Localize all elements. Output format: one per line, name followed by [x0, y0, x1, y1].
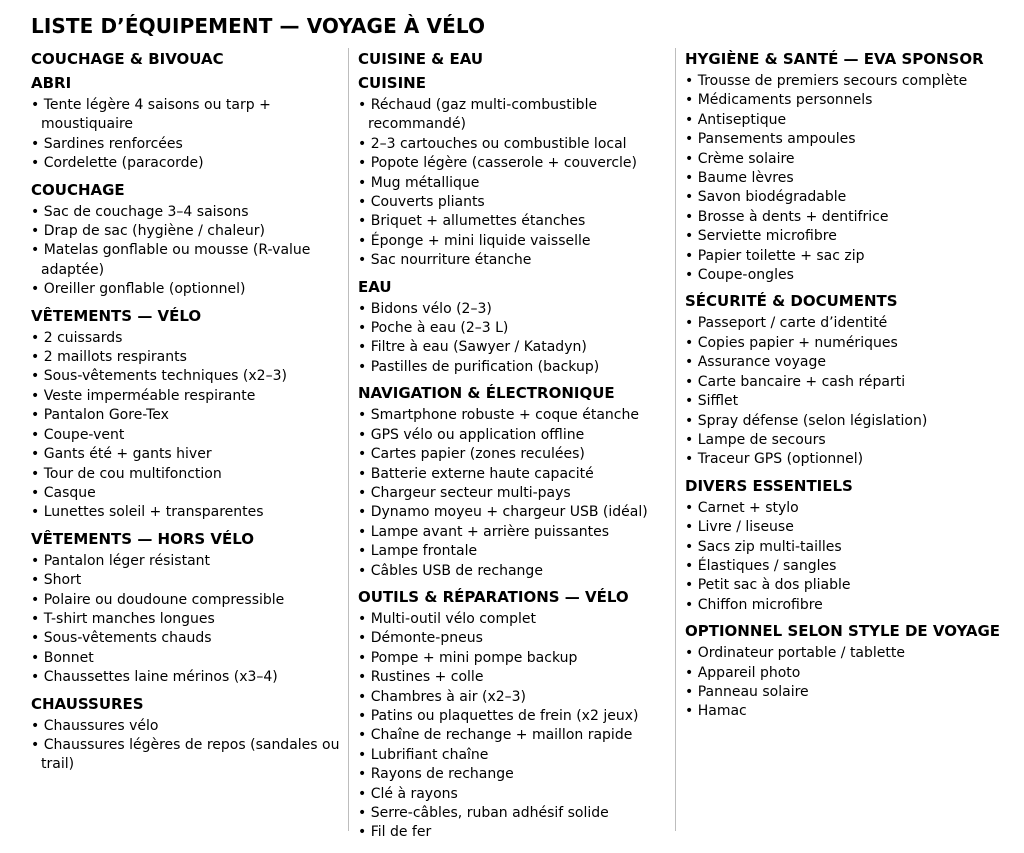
list-item: • Lunettes soleil + transparentes	[31, 503, 353, 522]
list-item: • Batterie externe haute capacité	[358, 465, 670, 484]
list-item: • Serviette microfibre	[685, 227, 1015, 246]
list-item: • Sous-vêtements chauds	[31, 629, 353, 648]
list-item: • Patins ou plaquettes de frein (x2 jeux)	[358, 707, 670, 726]
list-item: • Spray défense (selon législation)	[685, 412, 1015, 431]
list-item: • Passeport / carte d’identité	[685, 314, 1015, 333]
list-item: • Pantalon léger résistant	[31, 552, 353, 571]
list-item: • Carnet + stylo	[685, 499, 1015, 518]
list-item: • Pastilles de purification (backup)	[358, 358, 670, 377]
list-item: • Cartes papier (zones reculées)	[358, 445, 670, 464]
section-heading: VÊTEMENTS — VÉLO	[31, 306, 202, 325]
list-item: • Papier toilette + sac zip	[685, 247, 1015, 266]
list-item: • Crème solaire	[685, 150, 1015, 169]
section-heading: COUCHAGE	[31, 180, 125, 199]
column-kitchen	[358, 50, 670, 850]
list-item: • Baume lèvres	[685, 169, 1015, 188]
list-item: • Sacs zip multi-tailles	[685, 538, 1015, 557]
list-item: • Lampe avant + arrière puissantes	[358, 523, 670, 542]
checklist	[358, 406, 670, 581]
page-title: LISTE D’ÉQUIPEMENT — VOYAGE À VÉLO	[31, 14, 486, 38]
list-item: • 2 maillots respirants	[31, 348, 353, 367]
list-item: • Antiseptique	[685, 111, 1015, 130]
list-item: • Chargeur secteur multi-pays	[358, 484, 670, 503]
list-item: • 2–3 cartouches ou combustible local	[358, 135, 670, 154]
list-item: • Lubrifiant chaîne	[358, 746, 670, 765]
list-item: • Drap de sac (hygiène / chaleur)	[31, 222, 353, 241]
list-item: • Smartphone robuste + coque étanche	[358, 406, 670, 425]
list-item: • Serre-câbles, ruban adhésif solide	[358, 804, 670, 823]
list-item: • 2 cuissards	[31, 329, 353, 348]
list-item: • Bidons vélo (2–3)	[358, 300, 670, 319]
list-item: • Chaussettes laine mérinos (x3–4)	[31, 668, 353, 687]
list-item: • Rustines + colle	[358, 668, 670, 687]
list-item: • Traceur GPS (optionnel)	[685, 450, 1015, 469]
list-item: • Briquet + allumettes étanches	[358, 212, 670, 231]
list-item: • Veste imperméable respirante	[31, 387, 353, 406]
list-item: • Sifflet	[685, 392, 1015, 411]
section-heading: OUTILS & RÉPARATIONS — VÉLO	[358, 587, 629, 606]
section-heading: OPTIONNEL SELON STYLE DE VOYAGE	[685, 622, 1001, 641]
list-item: • Clé à rayons	[358, 785, 670, 804]
list-item: • Petit sac à dos pliable	[685, 576, 1015, 595]
list-item: • Ordinateur portable / tablette	[685, 644, 1015, 663]
checklist	[31, 552, 353, 688]
list-item: • Pansements ampoules	[685, 130, 1015, 149]
list-item: • Dynamo moyeu + chargeur USB (idéal)	[358, 503, 670, 522]
list-item: • Multi-outil vélo complet	[358, 610, 670, 629]
list-item: • Fil de fer	[358, 823, 670, 842]
list-item: • Coupe-vent	[31, 426, 353, 445]
column-heading: HYGIÈNE & SANTÉ — EVA SPONSOR	[685, 50, 984, 68]
list-item: • Polaire ou doudoune compressible	[31, 591, 353, 610]
list-item: • Mug métallique	[358, 174, 670, 193]
list-item: • Appareil photo	[685, 664, 1015, 683]
section-heading: NAVIGATION & ÉLECTRONIQUE	[358, 384, 615, 403]
list-item: • Filtre à eau (Sawyer / Katadyn)	[358, 338, 670, 357]
list-item: • Sac nourriture étanche	[358, 251, 670, 270]
checklist	[358, 610, 670, 843]
list-item: • Poche à eau (2–3 L)	[358, 319, 670, 338]
list-item: • Oreiller gonflable (optionnel)	[31, 280, 353, 299]
checklist	[358, 96, 670, 271]
list-item: • Chambres à air (x2–3)	[358, 688, 670, 707]
list-item: • Élastiques / sangles	[685, 557, 1015, 576]
list-item: • Pantalon Gore-Tex	[31, 406, 353, 425]
list-item: • Chaussures vélo	[31, 717, 353, 736]
list-item: • Carte bancaire + cash réparti	[685, 373, 1015, 392]
list-item: • Copies papier + numériques	[685, 334, 1015, 353]
list-item: • Tour de cou multifonction	[31, 465, 353, 484]
list-item: • Cordelette (paracorde)	[31, 154, 353, 173]
list-item: • Chaussures légères de repos (sandales ou trail)	[31, 736, 353, 775]
list-item: • Rayons de rechange	[358, 765, 670, 784]
list-item: • Sous-vêtements techniques (x2–3)	[31, 367, 353, 386]
checklist	[31, 96, 353, 174]
checklist	[685, 499, 1015, 615]
section-heading: SÉCURITÉ & DOCUMENTS	[685, 292, 898, 311]
section-heading: ABRI	[31, 74, 72, 92]
list-item: • Popote légère (casserole + couvercle)	[358, 154, 670, 173]
list-item: • Couverts pliants	[358, 193, 670, 212]
list-item: • Bonnet	[31, 649, 353, 668]
section-heading: CHAUSSURES	[31, 694, 144, 713]
checklist	[685, 314, 1015, 469]
list-item: • Gants été + gants hiver	[31, 445, 353, 464]
column-sleeping	[31, 50, 353, 782]
list-item: • Démonte-pneus	[358, 629, 670, 648]
list-item: • Assurance voyage	[685, 353, 1015, 372]
column-divider	[675, 48, 676, 831]
column-heading: COUCHAGE & BIVOUAC	[31, 50, 224, 68]
list-item: • Sac de couchage 3–4 saisons	[31, 203, 353, 222]
section-heading: EAU	[358, 277, 392, 296]
checklist	[31, 717, 353, 775]
list-item: • Panneau solaire	[685, 683, 1015, 702]
checklist	[685, 72, 1015, 285]
list-item: • Brosse à dents + dentifrice	[685, 208, 1015, 227]
list-item: • Trousse de premiers secours complète	[685, 72, 1015, 91]
checklist	[31, 203, 353, 300]
list-item: • Savon biodégradable	[685, 188, 1015, 207]
list-item: • Réchaud (gaz multi-combustible recommandé)	[358, 96, 670, 135]
column-heading: CUISINE & EAU	[358, 50, 484, 68]
list-item: • Short	[31, 571, 353, 590]
list-item: • Chaîne de rechange + maillon rapide	[358, 726, 670, 745]
list-item: • Chiffon microfibre	[685, 596, 1015, 615]
list-item: • Coupe-ongles	[685, 266, 1015, 285]
section-heading: CUISINE	[358, 74, 426, 92]
list-item: • T-shirt manches longues	[31, 610, 353, 629]
list-item: • Hamac	[685, 702, 1015, 721]
list-item: • Lampe de secours	[685, 431, 1015, 450]
checklist	[685, 644, 1015, 722]
section-heading: DIVERS ESSENTIELS	[685, 476, 853, 495]
column-hygiene	[685, 50, 1015, 729]
list-item: • Pompe + mini pompe backup	[358, 649, 670, 668]
list-item: • Éponge + mini liquide vaisselle	[358, 232, 670, 251]
list-item: • Lampe frontale	[358, 542, 670, 561]
list-item: • Sardines renforcées	[31, 135, 353, 154]
section-heading: VÊTEMENTS — HORS VÉLO	[31, 529, 255, 548]
list-item: • Médicaments personnels	[685, 91, 1015, 110]
checklist	[358, 300, 670, 378]
list-item: • Matelas gonflable ou mousse (R-value adaptée)	[31, 241, 353, 280]
list-item: • Livre / liseuse	[685, 518, 1015, 537]
checklist	[31, 329, 353, 523]
list-item: • Casque	[31, 484, 353, 503]
list-item: • Câbles USB de rechange	[358, 562, 670, 581]
list-item: • Tente légère 4 saisons ou tarp + moustiquaire	[31, 96, 353, 135]
list-item: • GPS vélo ou application offline	[358, 426, 670, 445]
